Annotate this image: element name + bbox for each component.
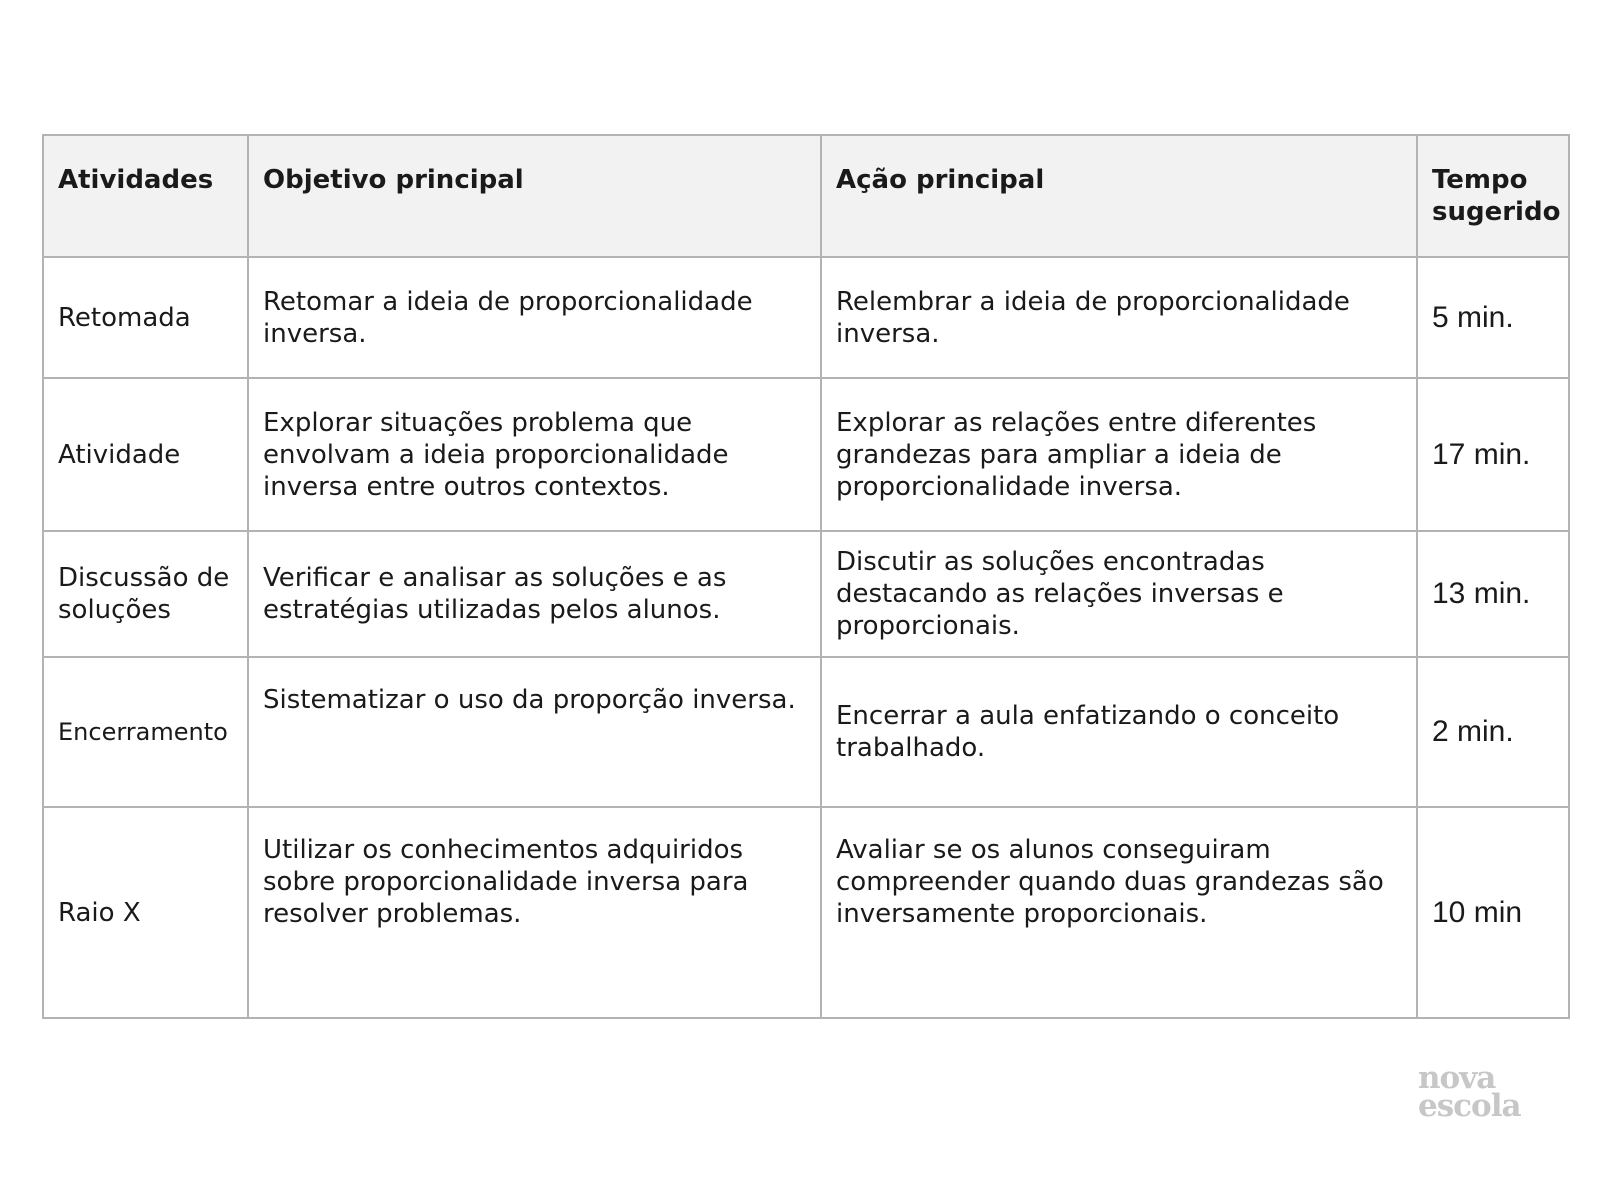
table-row — [43, 257, 1569, 378]
header-main-objective: Objetivo principal — [248, 135, 821, 257]
time-cell: 17 min. — [1417, 378, 1569, 531]
table-row — [43, 378, 1569, 531]
table-row — [43, 531, 1569, 657]
objective-cell: Utilizar os conhecimentos adquiridos sobre proporcionalidade inversa para resolver problemas. — [248, 807, 821, 1018]
action-cell: Encerrar a aula enfatizando o conceito trabalhado. — [821, 657, 1417, 807]
logo-line-escola: escola — [1418, 1088, 1521, 1124]
action-cell: Avaliar se os alunos conseguiram compreender quando duas grandezas são inversamente proporcionais. — [821, 807, 1417, 1018]
objective-cell: Verificar e analisar as soluções e as estratégias utilizadas pelos alunos. — [248, 531, 821, 657]
activity-cell: Discussão de soluções — [43, 531, 248, 657]
objective-cell: Explorar situações problema que envolvam a ideia proporcionalidade inversa entre outros contextos. — [248, 378, 821, 531]
time-cell: 10 min — [1417, 807, 1569, 1018]
header-activities: Atividades — [43, 135, 248, 257]
activity-cell: Raio X — [43, 807, 248, 1018]
lesson-plan-table — [42, 134, 1570, 1019]
table-row — [43, 657, 1569, 807]
time-cell: 13 min. — [1417, 531, 1569, 657]
logo-line-nova: nova — [1418, 1060, 1496, 1096]
action-cell: Explorar as relações entre diferentes grandezas para ampliar a ideia de proporcionalidade inversa. — [821, 378, 1417, 531]
activity-cell: Atividade — [43, 378, 248, 531]
table-header-row — [43, 135, 1569, 257]
action-cell: Relembrar a ideia de proporcionalidade inversa. — [821, 257, 1417, 378]
activity-cell: Encerramento — [43, 657, 248, 807]
time-cell: 5 min. — [1417, 257, 1569, 378]
objective-cell: Retomar a ideia de proporcionalidade inversa. — [248, 257, 821, 378]
header-main-action: Ação principal — [821, 135, 1417, 257]
activity-cell: Retomada — [43, 257, 248, 378]
objective-cell: Sistematizar o uso da proporção inversa. — [248, 657, 821, 807]
time-cell: 2 min. — [1417, 657, 1569, 807]
header-suggested-time: Tempo sugerido — [1417, 135, 1569, 257]
action-cell: Discutir as soluções encontradas destacando as relações inversas e proporcionais. — [821, 531, 1417, 657]
nova-escola-logo — [1418, 1060, 1538, 1124]
table-row — [43, 807, 1569, 1018]
